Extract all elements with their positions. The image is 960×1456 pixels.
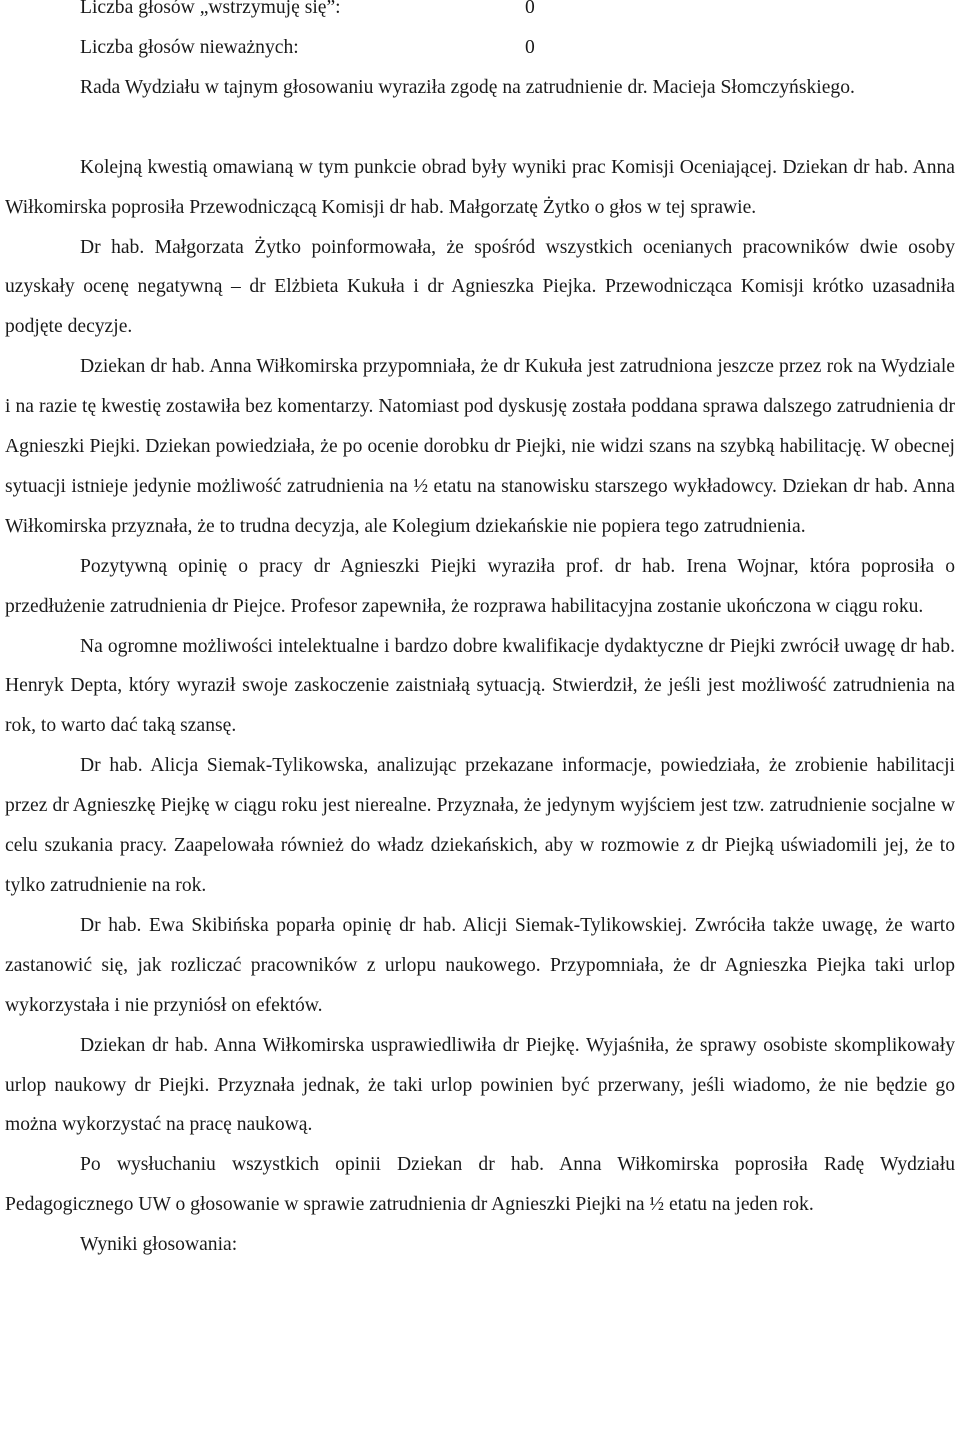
results-heading: Wyniki głosowania: (80, 1234, 238, 1256)
vote-invalid-line (5, 28, 955, 68)
paragraph-skibinska-opinion: Dr hab. Ewa Skibińska poparła opinię dr hab. Alicji Siemak-Tylikowskiej. Zwróciła także uwagę, że warto zastanowić się, jak rozliczać pracowników z urlopu naukowego. Przypomniała, że dr Agnieszka Piejka taki urlop wykorzystała i nie przyniósł on efektów. (5, 914, 955, 1016)
vote-invalid-label: Liczba głosów nieważnych: (80, 36, 299, 58)
paragraph-gap (5, 108, 955, 148)
document-page (5, 0, 955, 1265)
paragraph-commission-intro: Kolejną kwestią omawianą w tym punkcie obrad były wyniki prac Komisji Oceniającej. Dziekan dr hab. Anna Wiłkomirska poprosiła Przewodniczącą Komisji dr hab. Małgorzatę Żytko o głos w tej sprawie. (5, 156, 955, 218)
paragraph-consent: Rada Wydziału w tajnym głosowaniu wyraziła zgodę na zatrudnienie dr. Macieja Słomczyńskiego. (80, 76, 855, 98)
paragraph-dean-statement: Dziekan dr hab. Anna Wiłkomirska przypomniała, że dr Kukuła jest zatrudniona jeszcze przez rok na Wydziale i na razie tę kwestię zostawiła bez komentarzy. Natomiast pod dyskusję została poddana sprawa dalszego zatrudnienia dr Agnieszki Piejki. Dziekan powiedziała, że po ocenie dorobku dr Piejki, nie widzi szans na szybką habilitację. W obecnej sytuacji istnieje jedynie możliwość zatrudnienia na ½ etatu na stanowisku starszego wykładowcy. Dziekan dr hab. Anna Wiłkomirska przyznała, że to trudna decyzja, ale Kolegium dziekańskie nie popiera tego zatrudnienia. (5, 356, 955, 537)
vote-abstain-value: 0 (525, 0, 535, 18)
vote-abstain-label: Liczba głosów „wstrzymuję się”: (80, 0, 341, 18)
paragraph-wojnar-opinion: Pozytywną opinię o pracy dr Agnieszki Piejki wyraziła prof. dr hab. Irena Wojnar, która poprosiła o przedłużenie zatrudnienia dr Piejce. Profesor zapewniła, że rozprawa habilitacyjna zostanie ukończona w ciągu roku. (5, 555, 955, 617)
paragraph-dean-justification: Dziekan dr hab. Anna Wiłkomirska usprawiedliwiła dr Piejkę. Wyjaśniła, że sprawy osobiste skomplikowały urlop naukowy dr Piejki. Przyznała jednak, że taki urlop powinien być przerwany, jeśli wiadomo, że nie będzie go można wykorzystać na pracę naukową. (5, 1034, 955, 1136)
paragraph-siemak-opinion: Dr hab. Alicja Siemak-Tylikowska, analizując przekazane informacje, powiedziała, że zrobienie habilitacji przez dr Agnieszkę Piejkę w ciągu roku jest nierealne. Przyznała, że jedynym wyjściem jest tzw. zatrudnienie socjalne w celu szukania pracy. Zaapelowała również do władz dziekańskich, aby w rozmowie z dr Piejką uświadomili jej, że to tylko zatrudnienie na rok. (5, 755, 955, 896)
paragraph-vote-request: Po wysłuchaniu wszystkich opinii Dziekan dr hab. Anna Wiłkomirska poprosiła Radę Wydziału Pedagogicznego UW o głosowanie w sprawie zatrudnienia dr Agnieszki Piejki na ½ etatu na jeden rok. (5, 1154, 955, 1216)
vote-invalid-value: 0 (525, 36, 535, 58)
paragraph-depta-opinion: Na ogromne możliwości intelektualne i bardzo dobre kwalifikacje dydaktyczne dr Piejki zwrócił uwagę dr hab. Henryk Depta, który wyraził swoje zaskoczenie zaistniałą sytuacją. Stwierdził, że jeśli jest możliwość zatrudnienia na rok, to warto dać taką szansę. (5, 635, 955, 737)
vote-abstain-line (5, 0, 955, 28)
paragraph-zytko-report: Dr hab. Małgorzata Żytko poinformowała, że spośród wszystkich ocenianych pracowników dwie osoby uzyskały ocenę negatywną – dr Elżbieta Kukuła i dr Agnieszka Piejka. Przewodnicząca Komisji krótko uzasadniła podjęte decyzje. (5, 236, 955, 338)
